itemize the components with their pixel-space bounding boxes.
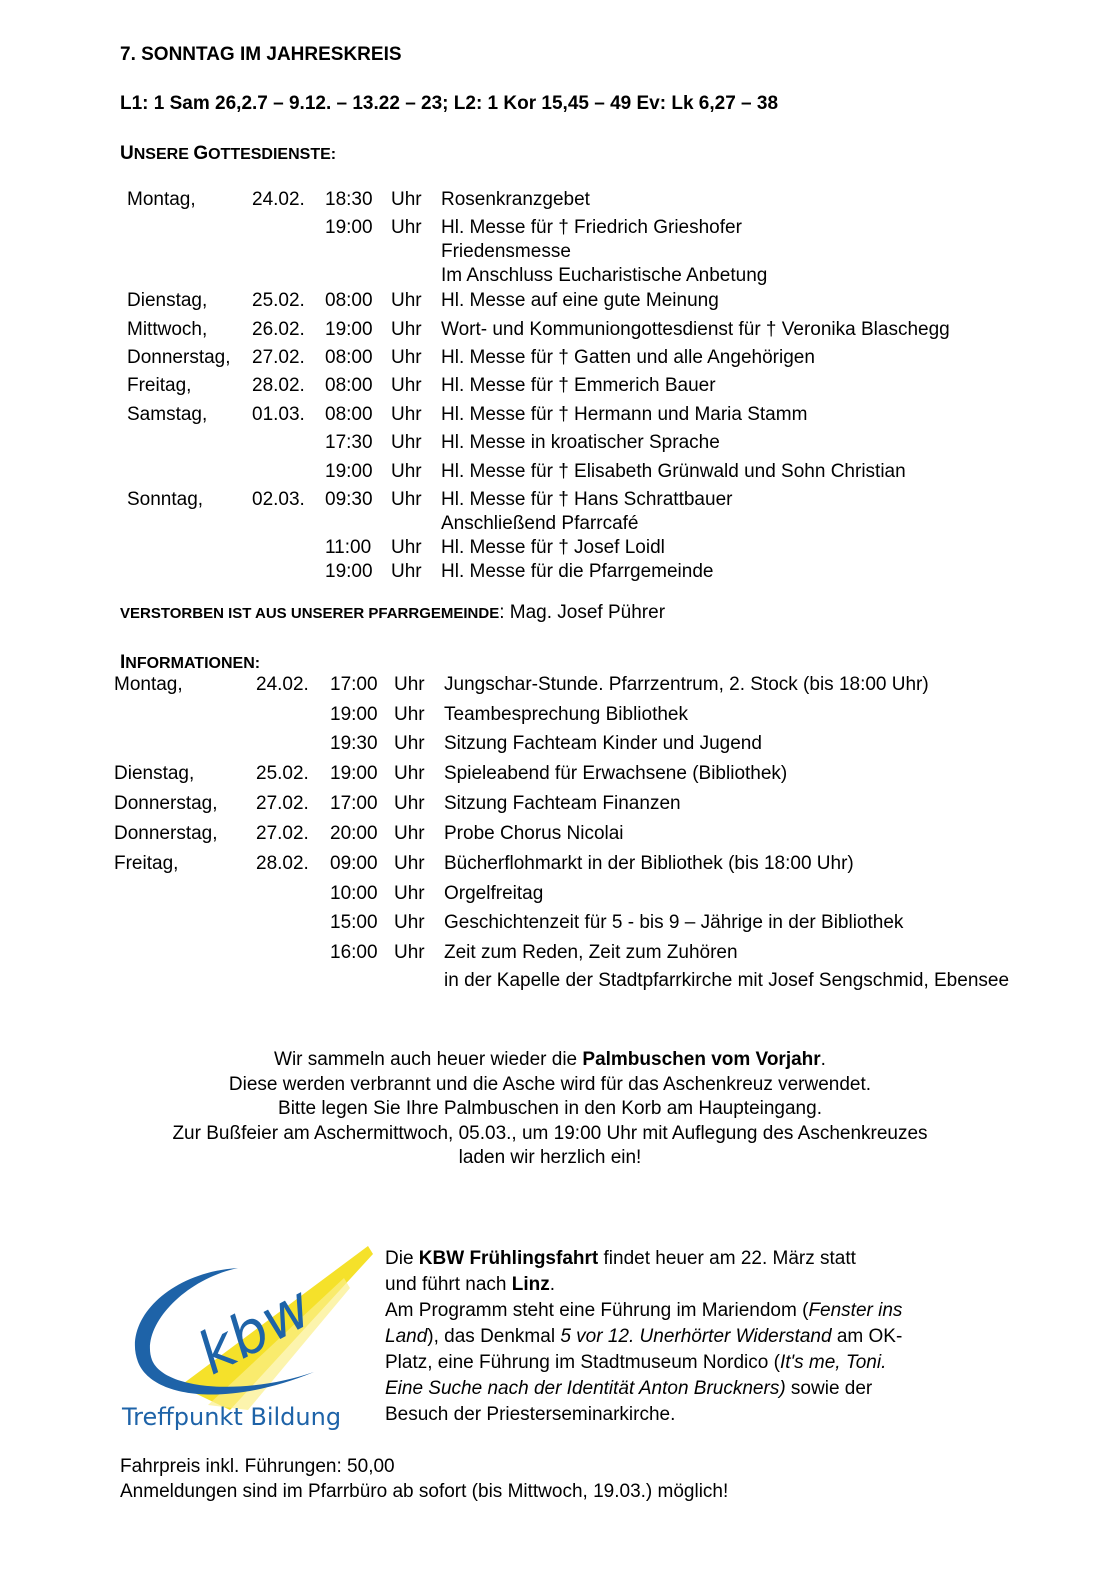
service-row xyxy=(0,536,1100,560)
info-text: Jungschar-Stunde. Pfarrzentrum, 2. Stock (bis 18:00 Uhr) xyxy=(444,674,929,695)
service-date: 26.02. xyxy=(252,319,305,340)
palm-line-2: Diese werden verbrannt und die Asche wird für das Aschenkreuz verwendet. xyxy=(228,1073,872,1095)
service-row xyxy=(0,488,1100,512)
service-row xyxy=(0,346,1100,370)
service-text: Hl. Messe für † Friedrich Grieshofer xyxy=(441,217,742,238)
services-title-initial-1: U xyxy=(120,143,134,164)
service-row xyxy=(0,188,1100,212)
service-text: Rosenkranzgebet xyxy=(441,189,590,210)
info-time: 10:00 xyxy=(330,883,378,904)
palm-line-1-text: Wir sammeln auch heuer wieder die xyxy=(274,1049,583,1070)
kbw-line-6 xyxy=(385,1376,902,1402)
service-text: Hl. Messe für † Hans Schrattbauer xyxy=(441,489,733,510)
service-date: 02.03. xyxy=(252,489,305,510)
service-uhr: Uhr xyxy=(391,432,422,453)
service-uhr: Uhr xyxy=(391,461,422,482)
palm-line-5: laden wir herzlich ein! xyxy=(458,1147,642,1169)
registration-line: Anmeldungen sind im Pfarrbüro ab sofort (bis Mittwoch, 19.03.) möglich! xyxy=(120,1481,729,1502)
service-uhr: Uhr xyxy=(391,404,422,425)
info-uhr: Uhr xyxy=(394,942,425,963)
service-time: 08:00 xyxy=(325,404,373,425)
kbw-line-4a: Land xyxy=(385,1326,428,1347)
service-time: 19:00 xyxy=(325,319,373,340)
info-day: Donnerstag, xyxy=(114,823,218,844)
info-day: Dienstag, xyxy=(114,763,195,784)
kbw-line-2a: und führt nach xyxy=(385,1274,512,1295)
info-row xyxy=(0,762,1100,786)
service-row xyxy=(0,403,1100,427)
info-text: in der Kapelle der Stadtpfarrkirche mit Josef Sengschmid, Ebensee xyxy=(444,970,1010,991)
info-uhr: Uhr xyxy=(394,883,425,904)
deceased-colon: : xyxy=(499,602,510,623)
info-text: Zeit zum Reden, Zeit zum Zuhören xyxy=(444,942,738,963)
info-text: Sitzung Fachteam Kinder und Jugend xyxy=(444,733,762,754)
info-time: 09:00 xyxy=(330,853,378,874)
services-title-initial-2: G xyxy=(193,143,209,164)
info-date: 28.02. xyxy=(256,853,309,874)
kbw-line-2b: Linz xyxy=(511,1274,550,1295)
service-uhr: Uhr xyxy=(391,537,422,558)
service-uhr: Uhr xyxy=(391,217,422,238)
service-time: 19:00 xyxy=(325,461,373,482)
service-text: Hl. Messe für † Elisabeth Grünwald und Sohn Christian xyxy=(441,461,906,482)
deceased-label: VERSTORBEN IST AUS UNSERER PFARRGEMEINDE xyxy=(120,605,500,622)
service-time: 19:00 xyxy=(325,561,373,582)
info-time: 16:00 xyxy=(330,942,378,963)
service-day: Donnerstag, xyxy=(127,347,231,368)
info-uhr: Uhr xyxy=(394,733,425,754)
kbw-line-1 xyxy=(385,1246,902,1272)
info-time: 19:00 xyxy=(330,704,378,725)
service-text: Hl. Messe auf eine gute Meinung xyxy=(441,290,719,311)
service-text: Im Anschluss Eucharistische Anbetung xyxy=(441,265,768,286)
service-date: 24.02. xyxy=(252,189,305,210)
info-time: 19:30 xyxy=(330,733,378,754)
info-date: 25.02. xyxy=(256,763,309,784)
service-day: Samstag, xyxy=(127,404,208,425)
info-row xyxy=(0,941,1100,965)
services-title-part-1: NSERE xyxy=(133,146,194,163)
service-row xyxy=(0,512,1100,536)
services-title-part-2: OTTESDIENSTE: xyxy=(208,146,337,163)
service-time: 08:00 xyxy=(325,347,373,368)
kbw-line-3b: Fenster ins xyxy=(808,1300,903,1321)
info-row xyxy=(0,703,1100,727)
service-row xyxy=(0,289,1100,313)
info-date: 27.02. xyxy=(256,793,309,814)
info-text: Orgelfreitag xyxy=(444,883,544,904)
info-row xyxy=(0,673,1100,697)
kbw-paragraph xyxy=(385,1246,902,1428)
page-title: 7. SONNTAG IM JAHRESKREIS xyxy=(120,44,402,65)
info-time: 20:00 xyxy=(330,823,378,844)
service-time: 17:30 xyxy=(325,432,373,453)
logo-letters: kbw xyxy=(186,1272,323,1388)
info-time: 17:00 xyxy=(330,674,378,695)
service-uhr: Uhr xyxy=(391,290,422,311)
kbw-line-4b: ), das Denkmal xyxy=(427,1326,561,1347)
service-day: Dienstag, xyxy=(127,290,208,311)
service-row xyxy=(0,431,1100,455)
info-row xyxy=(0,911,1100,935)
info-title xyxy=(120,652,260,674)
service-day: Montag, xyxy=(127,189,196,210)
footer xyxy=(120,1454,728,1504)
info-time: 17:00 xyxy=(330,793,378,814)
info-uhr: Uhr xyxy=(394,704,425,725)
info-row xyxy=(0,969,1100,993)
info-text: Sitzung Fachteam Finanzen xyxy=(444,793,681,814)
info-uhr: Uhr xyxy=(394,853,425,874)
info-uhr: Uhr xyxy=(394,674,425,695)
service-time: 11:00 xyxy=(325,537,372,558)
service-text: Hl. Messe für † Hermann und Maria Stamm xyxy=(441,404,808,425)
info-uhr: Uhr xyxy=(394,793,425,814)
info-time: 19:00 xyxy=(330,763,378,784)
service-day: Freitag, xyxy=(127,375,192,396)
kbw-line-3 xyxy=(385,1298,902,1324)
service-row xyxy=(0,560,1100,584)
info-day: Montag, xyxy=(114,674,183,695)
service-uhr: Uhr xyxy=(391,489,422,510)
info-time: 15:00 xyxy=(330,912,378,933)
kbw-line-4 xyxy=(385,1324,902,1350)
info-text: Probe Chorus Nicolai xyxy=(444,823,624,844)
service-uhr: Uhr xyxy=(391,319,422,340)
kbw-line-5 xyxy=(385,1350,902,1376)
info-row xyxy=(0,792,1100,816)
service-time: 19:00 xyxy=(325,217,373,238)
info-row xyxy=(0,852,1100,876)
service-row xyxy=(0,240,1100,264)
deceased-line xyxy=(120,602,665,624)
service-time: 09:30 xyxy=(325,489,373,510)
kbw-line-2 xyxy=(385,1272,902,1298)
info-row xyxy=(0,732,1100,756)
kbw-line-6a: Eine Suche nach der Identität Anton Bruckners) xyxy=(385,1378,786,1399)
service-text: Anschließend Pfarrcafé xyxy=(441,513,639,534)
kbw-line-4d: am OK- xyxy=(831,1326,903,1347)
info-day: Donnerstag, xyxy=(114,793,218,814)
service-time: 18:30 xyxy=(325,189,373,210)
service-text: Wort- und Kommuniongottesdienst für † Veronika Blaschegg xyxy=(441,319,950,340)
kbw-logo xyxy=(118,1240,376,1440)
logo-caption: Treffpunkt Bildung xyxy=(122,1403,342,1431)
service-date: 28.02. xyxy=(252,375,305,396)
service-day: Mittwoch, xyxy=(127,319,208,340)
info-date: 27.02. xyxy=(256,823,309,844)
info-row xyxy=(0,882,1100,906)
service-time: 08:00 xyxy=(325,290,373,311)
deceased-name: Mag. Josef Pührer xyxy=(509,602,666,623)
kbw-line-4c: 5 vor 12. Unerhörter Widerstand xyxy=(560,1326,832,1347)
info-day: Freitag, xyxy=(114,853,179,874)
service-row xyxy=(0,318,1100,342)
service-uhr: Uhr xyxy=(391,347,422,368)
service-text: Hl. Messe für † Gatten und alle Angehörigen xyxy=(441,347,815,368)
kbw-line-6b: sowie der xyxy=(785,1378,873,1399)
info-title-initial: I xyxy=(120,652,126,673)
service-text: Friedensmesse xyxy=(441,241,571,262)
readings-line: L1: 1 Sam 26,2.7 – 9.12. – 13.22 – 23; L2: 1 Kor 15,45 – 49 Ev: Lk 6,27 – 38 xyxy=(120,93,779,114)
service-date: 25.02. xyxy=(252,290,305,311)
service-uhr: Uhr xyxy=(391,561,422,582)
service-row xyxy=(0,460,1100,484)
info-row xyxy=(0,822,1100,846)
service-uhr: Uhr xyxy=(391,189,422,210)
kbw-line-1b: KBW Frühlingsfahrt xyxy=(418,1248,599,1269)
service-text: Hl. Messe für die Pfarrgemeinde xyxy=(441,561,714,582)
info-uhr: Uhr xyxy=(394,823,425,844)
palm-line-1 xyxy=(0,1048,1100,1073)
info-date: 24.02. xyxy=(256,674,309,695)
service-date: 27.02. xyxy=(252,347,305,368)
kbw-line-1c: findet heuer am 22. März statt xyxy=(598,1248,856,1269)
palm-line-3: Bitte legen Sie Ihre Palmbuschen in den Korb am Haupteingang. xyxy=(278,1098,822,1120)
info-title-rest: NFORMATIONEN: xyxy=(125,655,261,672)
kbw-line-3a: Am Programm steht eine Führung im Mariendom ( xyxy=(385,1300,809,1321)
info-text: Spieleabend für Erwachsene (Bibliothek) xyxy=(444,763,788,784)
price-line: Fahrpreis inkl. Führungen: 50,00 xyxy=(120,1456,395,1477)
palm-line-1-bold: Palmbuschen vom Vorjahr xyxy=(582,1049,821,1070)
service-time: 08:00 xyxy=(325,375,373,396)
service-row xyxy=(0,264,1100,288)
kbw-logo-graphic xyxy=(118,1240,376,1440)
kbw-line-1a: Die xyxy=(385,1248,419,1269)
kbw-line-5b: It's me, Toni. xyxy=(779,1352,887,1373)
info-uhr: Uhr xyxy=(394,912,425,933)
palm-notice xyxy=(0,1048,1100,1171)
service-uhr: Uhr xyxy=(391,375,422,396)
service-row xyxy=(0,374,1100,398)
service-text: Hl. Messe in kroatischer Sprache xyxy=(441,432,720,453)
kbw-line-2c: . xyxy=(549,1274,556,1295)
info-text: Geschichtenzeit für 5 - bis 9 – Jährige in der Bibliothek xyxy=(444,912,904,933)
service-text: Hl. Messe für † Emmerich Bauer xyxy=(441,375,716,396)
service-date: 01.03. xyxy=(252,404,305,425)
info-text: Bücherflohmarkt in der Bibliothek (bis 18:00 Uhr) xyxy=(444,853,854,874)
kbw-line-5a: Platz, eine Führung im Stadtmuseum Nordico ( xyxy=(385,1352,780,1373)
service-day: Sonntag, xyxy=(127,489,204,510)
service-row xyxy=(0,216,1100,240)
info-uhr: Uhr xyxy=(394,763,425,784)
kbw-line-7: Besuch der Priesterseminarkirche. xyxy=(385,1404,676,1425)
services-title xyxy=(120,143,336,165)
palm-line-4: Zur Bußfeier am Aschermittwoch, 05.03., um 19:00 Uhr mit Auflegung des Aschenkreuzes xyxy=(172,1122,928,1144)
palm-line-1-end: . xyxy=(820,1049,826,1070)
info-text: Teambesprechung Bibliothek xyxy=(444,704,688,725)
service-text: Hl. Messe für † Josef Loidl xyxy=(441,537,665,558)
